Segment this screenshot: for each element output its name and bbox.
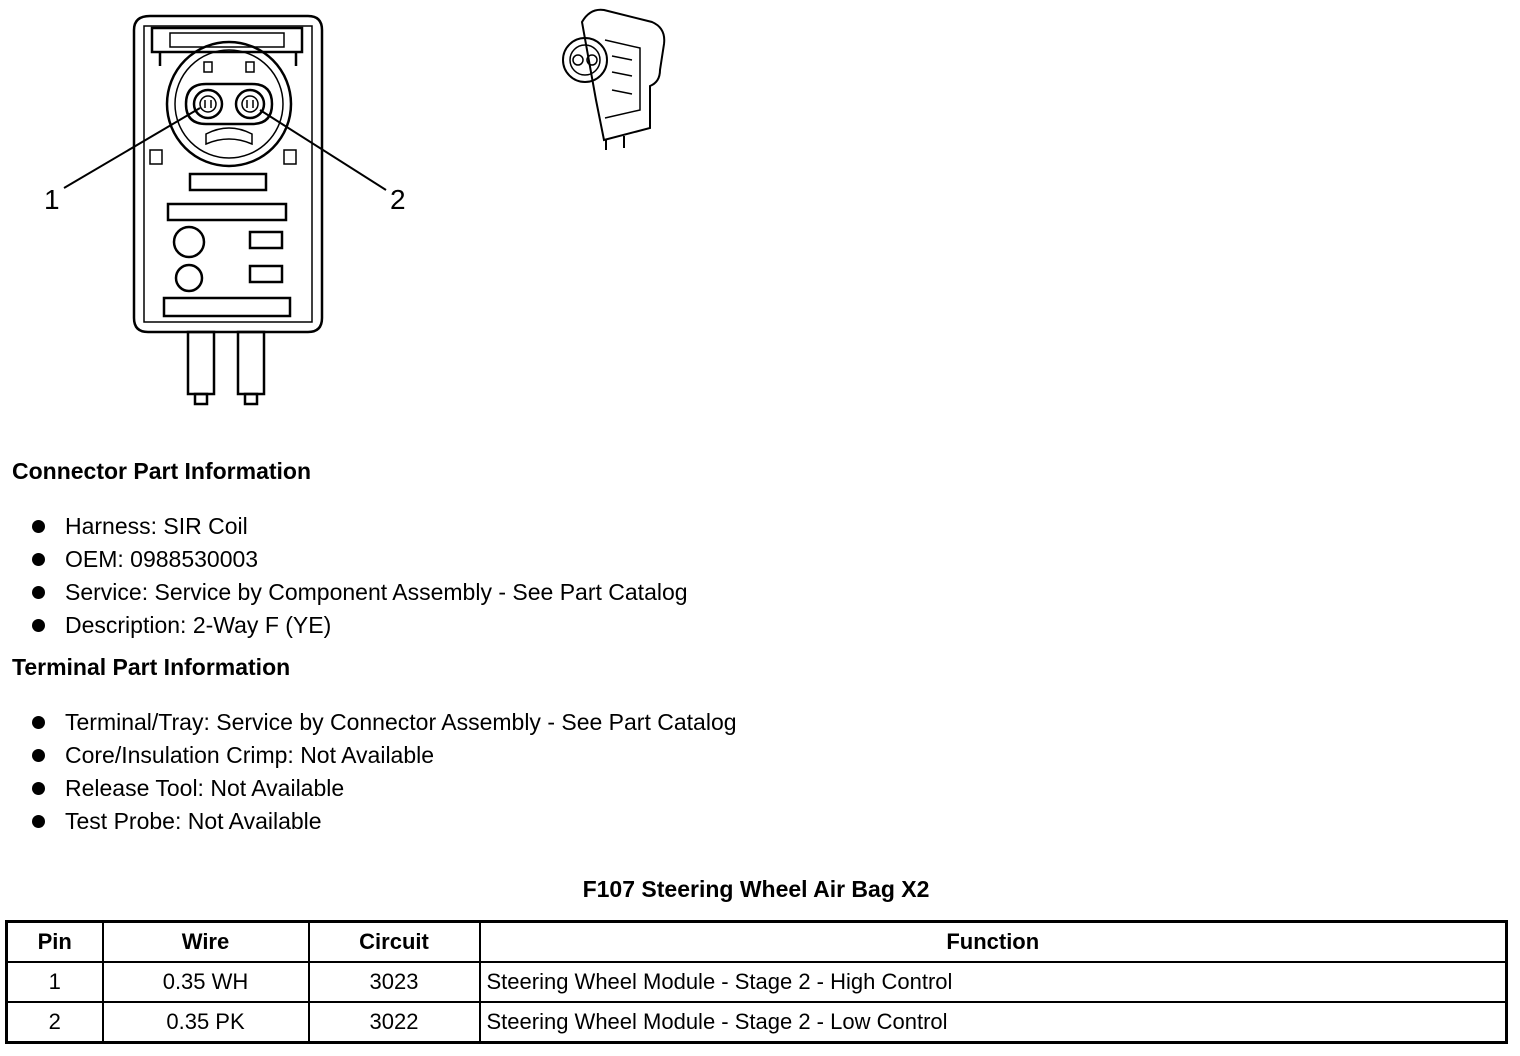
- cell-pin: 2: [7, 1002, 103, 1043]
- pinout-table: [5, 920, 1508, 1044]
- list-item: [28, 576, 688, 609]
- cell-circuit: 3023: [309, 962, 480, 1002]
- callout-pin-1: 1: [44, 184, 60, 215]
- pinout-table-title: F107 Steering Wheel Air Bag X2: [582, 876, 930, 902]
- list-item: [28, 706, 737, 739]
- connector-isometric-thumbnail: [563, 10, 664, 150]
- table-row: [7, 1002, 1507, 1043]
- list-item-text: Release Tool: Not Available: [65, 775, 345, 801]
- column-header-wire: Wire: [103, 922, 309, 963]
- list-item-text: Description: 2-Way F (YE): [65, 612, 332, 638]
- bullet-icon: [32, 749, 45, 762]
- list-item-text: Test Probe: Not Available: [65, 808, 322, 834]
- cell-wire: 0.35 PK: [103, 1002, 309, 1043]
- table-row: [7, 962, 1507, 1002]
- connector-figure: [0, 0, 700, 420]
- bullet-icon: [32, 520, 45, 533]
- bullet-icon: [32, 782, 45, 795]
- terminal-part-info-list: [28, 706, 737, 838]
- bullet-icon: [32, 815, 45, 828]
- column-header-pin: Pin: [7, 922, 103, 963]
- bullet-icon: [32, 586, 45, 599]
- list-item: [28, 772, 737, 805]
- column-header-function: Function: [480, 922, 1507, 963]
- terminal-part-info-heading: Terminal Part Information: [12, 654, 291, 680]
- cell-function: Steering Wheel Module - Stage 2 - High Control: [480, 962, 1507, 1002]
- bullet-icon: [32, 619, 45, 632]
- cell-circuit: 3022: [309, 1002, 480, 1043]
- column-header-circuit: Circuit: [309, 922, 480, 963]
- list-item: [28, 543, 688, 576]
- bullet-icon: [32, 716, 45, 729]
- connector-part-info-list: [28, 510, 688, 642]
- list-item: [28, 609, 688, 642]
- table-header-row: [7, 922, 1507, 963]
- list-item: [28, 805, 737, 838]
- list-item-text: Core/Insulation Crimp: Not Available: [65, 742, 435, 768]
- list-item-text: OEM: 0988530003: [65, 546, 259, 572]
- list-item-text: Terminal/Tray: Service by Connector Assembly - See Part Catalog: [65, 709, 737, 735]
- list-item-text: Service: Service by Component Assembly - See Part Catalog: [65, 579, 688, 605]
- cell-wire: 0.35 WH: [103, 962, 309, 1002]
- connector-face-illustration: [0, 0, 700, 420]
- cell-pin: 1: [7, 962, 103, 1002]
- connector-part-info-heading: Connector Part Information: [12, 458, 312, 484]
- list-item: [28, 739, 737, 772]
- bullet-icon: [32, 553, 45, 566]
- callout-pin-2: 2: [390, 184, 406, 215]
- cell-function: Steering Wheel Module - Stage 2 - Low Control: [480, 1002, 1507, 1043]
- list-item-text: Harness: SIR Coil: [65, 513, 248, 539]
- list-item: [28, 510, 688, 543]
